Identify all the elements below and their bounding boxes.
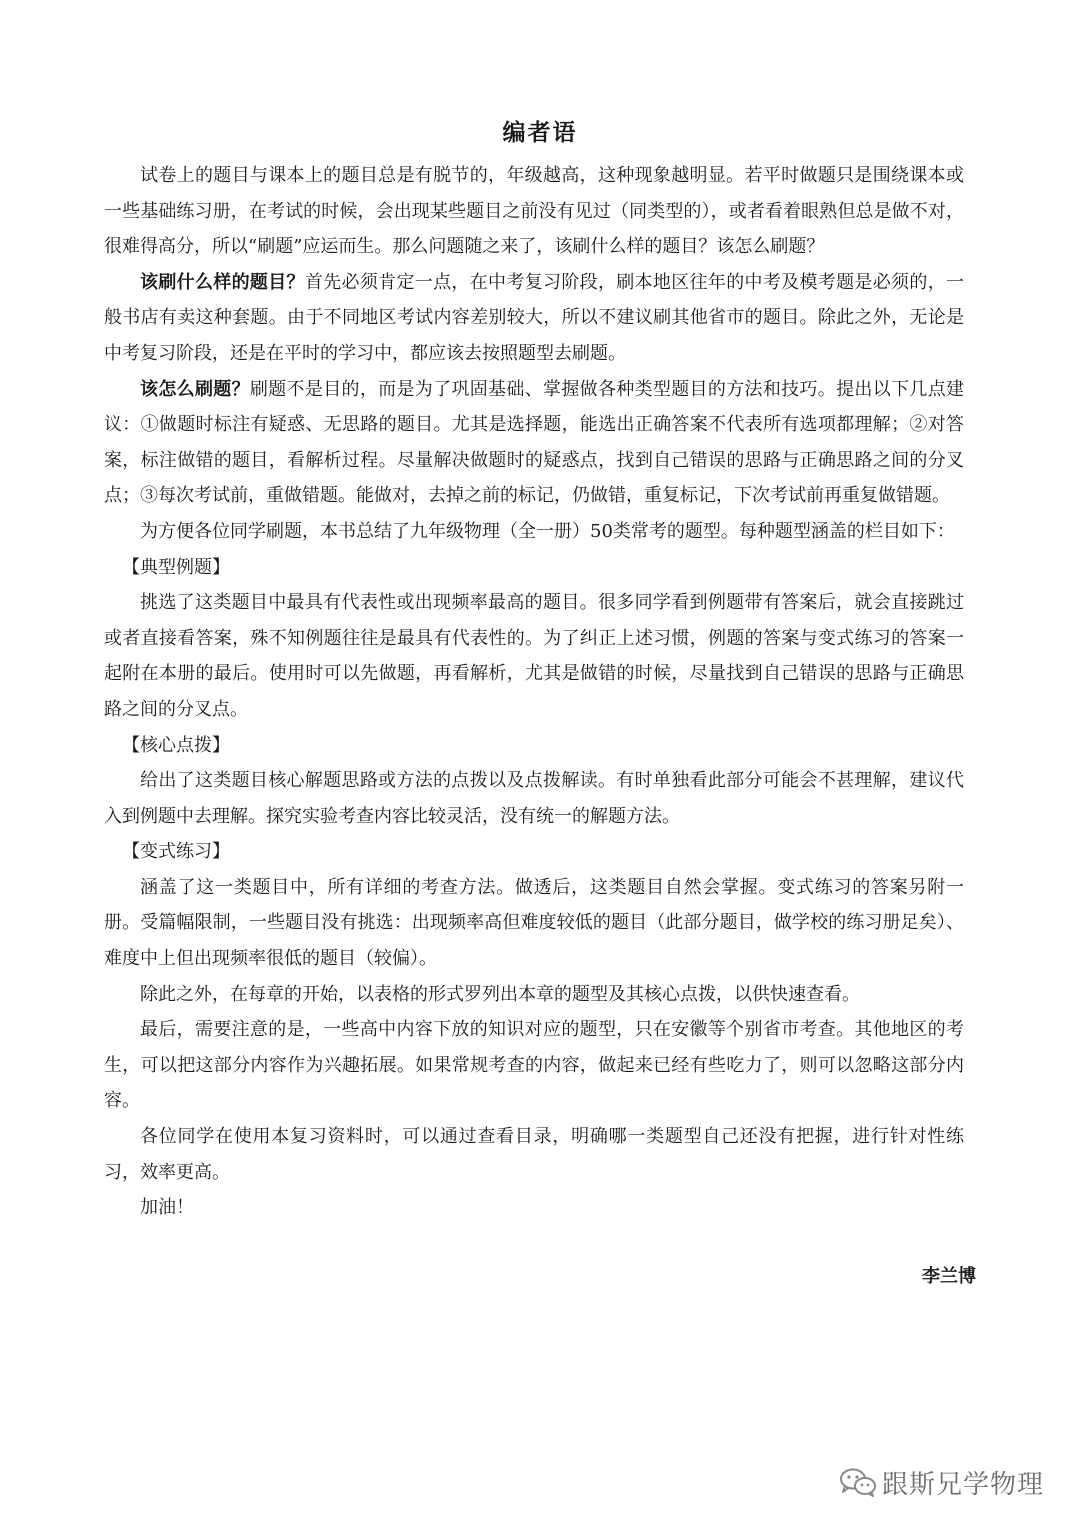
section-text-variant-exercises: 涵盖了这一类题目中，所有详细的考查方法。做透后，这类题目自然会掌握。变式练习的答案另附一册。受篇幅限制，一些题目没有挑选：出现频率高但难度较低的题目（此部分题目，做学校的练习册足矣）、难度中上但出现频率很低的题目（较偏）。 [104,876,964,970]
paragraph-book-overview: 为方便各位同学刷题，本书总结了九年级物理（全一册）50类常考的题型。每种题型涵盖的栏目如下： [140,520,955,542]
page-title: 编者语 [502,119,578,146]
section-text-core-guidance: 给出了这类题目核心解题思路或方法的点拨以及点拨解读。有时单独看此部分可能会不甚理解，建议代入到例题中去理解。探究实验考查内容比较灵活，没有统一的解题方法。 [104,770,964,827]
paragraph-intro: 试卷上的题目与课本上的题目总是有脱节的，年级越高，这种现象越明显。若平时做题只是围绕课本或一些基础练习册，在考试的时候，会出现某些题目之前没有见过（同类型的），或者看着眼熟但总是做不对，很难得高分，所以“刷题”应运而生。那么问题随之来了，该刷什么样的题目？该怎么刷题？ [104,165,964,258]
paragraph-text: 首先必须肯定一点，在中考复习阶段，刷本地区往年的中考及模考题是必须的，一般书店有卖这种套题。由于不同地区考试内容差别较大，所以不建议刷其他省市的题目。除此之外，无论是中考复习阶段，还是在平时的学习中，都应该去按照题型去刷题。 [104,271,965,364]
watermark-text: 跟斯兄学物理 [882,1469,1045,1500]
paragraph-lead: 该怎么刷题？ [140,378,250,400]
paragraph-lead: 该刷什么样的题目？ [140,271,305,293]
wechat-icon [838,1466,878,1498]
watermark [838,1462,1044,1502]
section-heading-core-guidance: 【核心点拨】 [122,734,230,756]
paragraph-what-to-practice [104,265,964,372]
document-body [104,158,964,1226]
section-heading-variant-exercises: 【变式练习】 [122,841,230,863]
paragraph-usage-tip: 各位同学在使用本复习资料时，可以通过查看目录，明确哪一类题型自己还没有把握，进行针对性练习，效率更高。 [104,1126,964,1183]
paragraph-advanced-content: 最后，需要注意的是，一些高中内容下放的知识对应的题型，只在安徽等个别省市考查。其他地区的考生，可以把这部分内容作为兴趣拓展。如果常规考查的内容，做起来已经有些吃力了，则可以忽略这部分内容。 [104,1019,964,1112]
section-heading-typical-examples: 【典型例题】 [122,556,230,578]
paragraph-closing: 加油！ [140,1197,194,1219]
author-signature: 李兰博 [922,1266,976,1287]
paragraph-chapter-tables: 除此之外，在每章的开始，以表格的形式罗列出本章的题型及其核心点拨，以供快速查看。 [140,983,860,1005]
paragraph-how-to-practice [104,372,964,514]
paragraph-text: 刷题不是目的，而是为了巩固基础、掌握做各种类型题目的方法和技巧。提出以下几点建议：①做题时标注有疑惑、无思路的题目。尤其是选择题，能选出正确答案不代表所有选项都理解；②对答案，标注做错的题目，看解析过程。尽量解决做题时的疑惑点，找到自己错误的思路与正确思路之间的分叉点；③每次考试前，重做错题。能做对，去掉之前的标记，仍做错，重复标记，下次考试前再重复做错题。 [104,378,965,507]
section-text-typical-examples: 挑选了这类题目中最具有代表性或出现频率最高的题目。很多同学看到例题带有答案后，就会直接跳过或者直接看答案，殊不知例题往往是最具有代表性的。为了纠正上述习惯，例题的答案与变式练习的答案一起附在本册的最后。使用时可以先做题，再看解析，尤其是做错的时候，尽量找到自己错误的思路与正确思路之间的分叉点。 [104,592,964,720]
